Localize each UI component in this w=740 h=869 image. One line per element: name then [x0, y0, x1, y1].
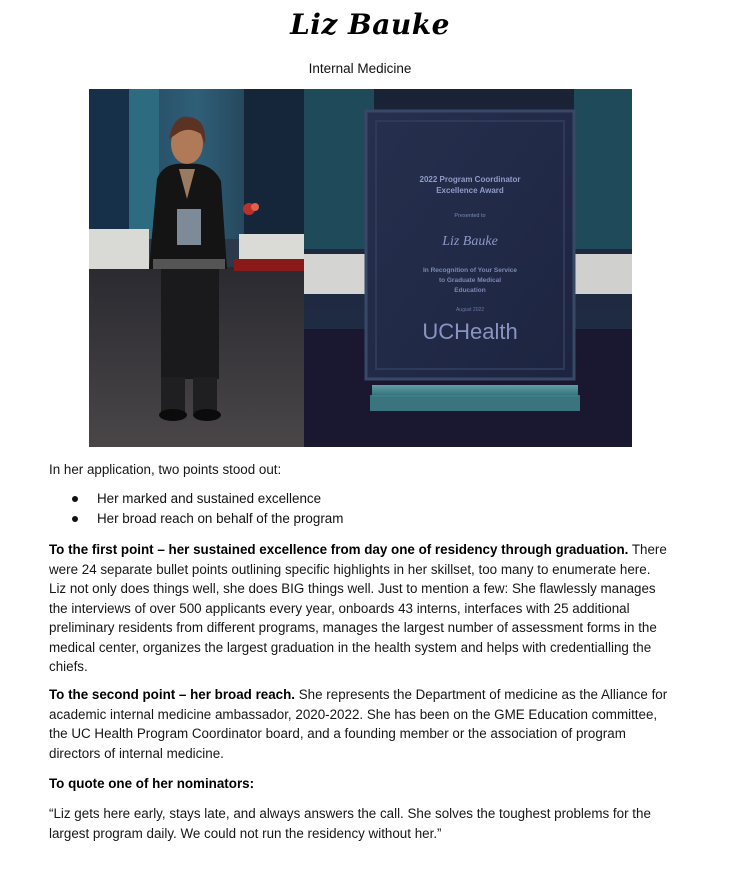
uchealth-logo: UCHealth [422, 319, 518, 344]
award-date: August 2022 [455, 307, 485, 313]
quote-heading-text: To quote one of her nominators: [49, 776, 255, 791]
bullet-text: Her broad reach on behalf of the program [97, 511, 344, 526]
paragraph-line: the interviews of over 500 applicants every year, onboards 43 interns, interfaces with 25 additional [49, 600, 630, 616]
award-title-line-2: Excellence Award [436, 186, 504, 195]
photo-award-plaque [304, 89, 632, 447]
bullet-list [72, 489, 343, 529]
intro-text: In her application, two points stood out: [49, 462, 282, 477]
paragraph-line: the UC Health Program Coordinator board, and a founding member or the association of program [49, 726, 626, 741]
list-item [72, 489, 343, 509]
award-recognition-line-1: In Recognition of Your Service [422, 267, 518, 274]
paragraph-lead: To the second point – her broad reach. [49, 687, 296, 702]
quote-line: largest program daily. We could not run the residency without her.” [49, 825, 442, 841]
award-presented-to: Presented to [454, 213, 486, 219]
paragraph-line: preliminary residents from different programs, manages the largest number of assessment forms in the [49, 620, 657, 635]
bullet-icon [72, 496, 78, 502]
paragraph-line: were 24 separate bullet points outlining specific highlights in her skillset, too many to enumerate here. [49, 561, 651, 577]
department-subtitle: Internal Medicine [308, 61, 412, 76]
paragraph-line: There [628, 542, 667, 557]
bullet-text: Her marked and sustained excellence [97, 491, 322, 506]
paragraph-line: medical center, organizes the largest graduation in the health system and helps with credentialling the [49, 639, 652, 655]
award-recognition-line-2: to Graduate Medical [438, 277, 502, 284]
award-title-line-1: 2022 Program Coordinator [419, 175, 521, 184]
paragraph-line: Liz not only does things well, she does BIG things well. Just to mention a few: She flawlessly manages [49, 581, 656, 596]
paragraph-line: directors of internal medicine. [49, 745, 224, 761]
list-item [72, 509, 343, 529]
page-title: Liz Bauke [290, 8, 450, 41]
award-recognition-line-3: Education [454, 287, 486, 294]
paragraph-line: academic internal medicine ambassador, 2020-2022. She has been on the GME Education committee, [49, 706, 658, 722]
paragraph-broad-reach [49, 685, 679, 763]
paragraph-line: chiefs. [49, 659, 88, 674]
paragraph-sustained-excellence [49, 540, 679, 677]
nominator-quote [49, 804, 679, 843]
quote-heading [49, 774, 679, 794]
paragraph-line: She represents the Department of medicine as the Alliance for [295, 687, 668, 702]
paragraph-lead: To the first point – her sustained excellence from day one of residency through graduation. [49, 542, 629, 557]
photo-person-with-award [89, 89, 304, 447]
award-recipient: Liz Bauke [442, 234, 498, 249]
bullet-icon [72, 516, 78, 522]
quote-line: “Liz gets here early, stays late, and always answers the call. She solves the toughest problems for the [49, 806, 651, 821]
